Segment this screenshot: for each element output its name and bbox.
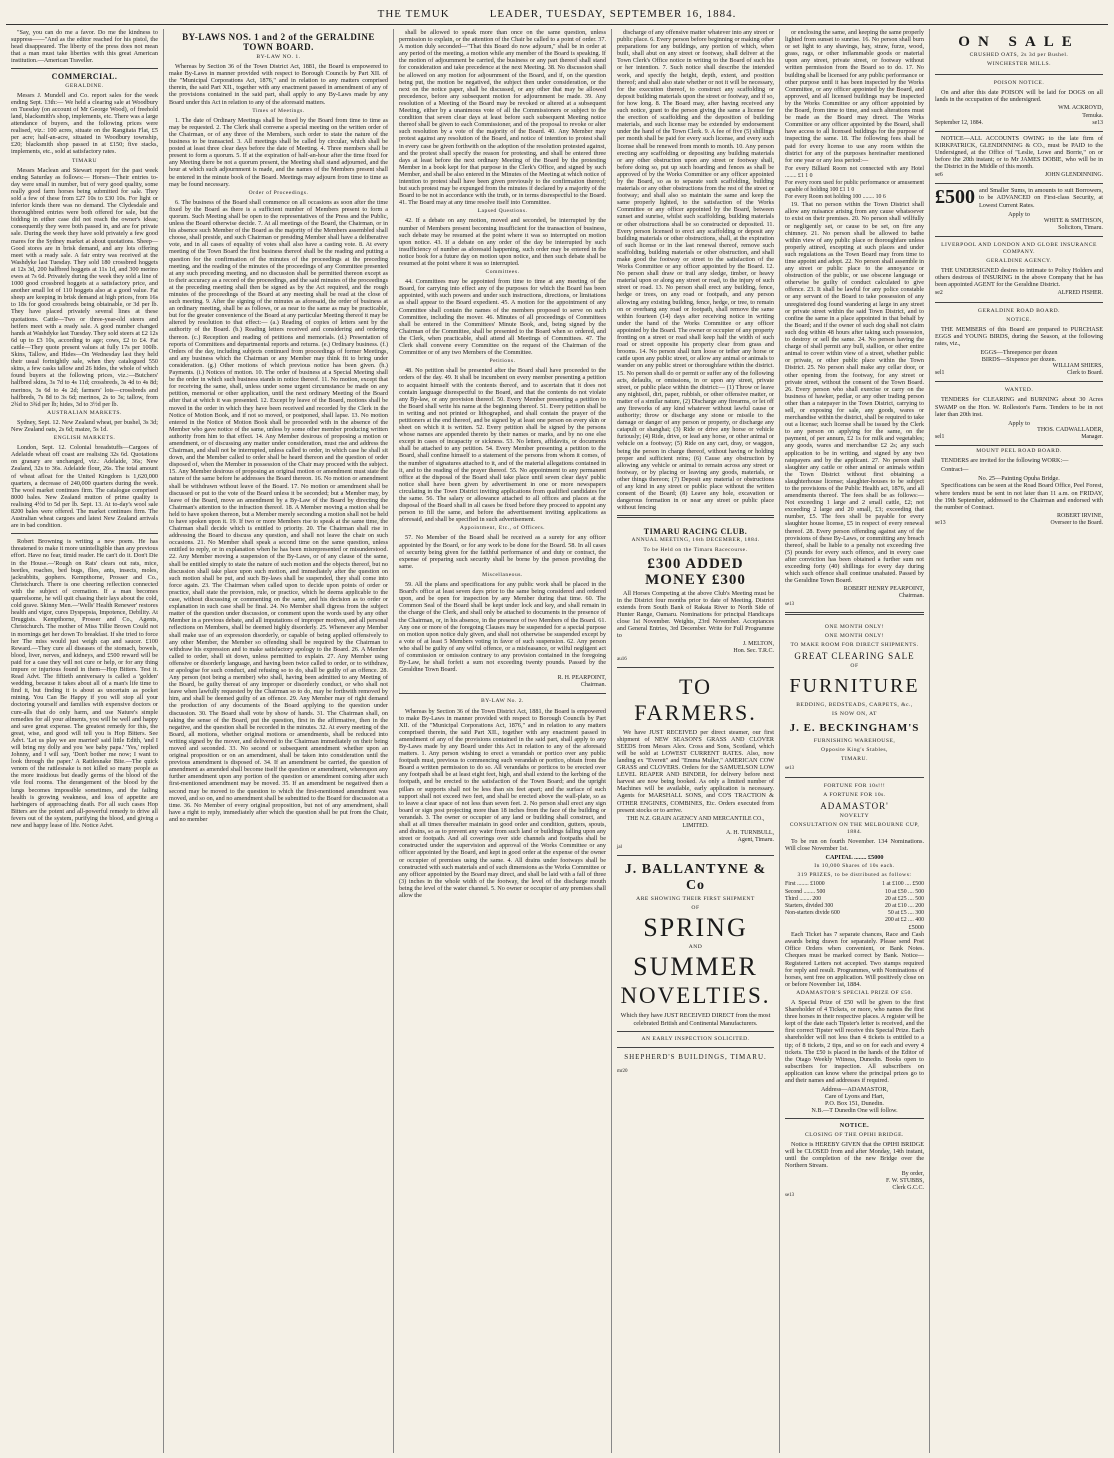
column-2 xyxy=(164,29,394,1453)
prize-row xyxy=(785,903,924,910)
road-board-ad xyxy=(935,303,1103,383)
furniture-code: se13 xyxy=(785,766,795,772)
ballantyne-text: ARE SHOWING THEIR FIRST SHIPMENT xyxy=(636,896,755,903)
wanted-text: TENDERS for CLEARING and BURNING about 30 Acres SWAMP on the Hon. W. Rolleston's Farm. Tenders to be in not later than 20th inst. xyxy=(935,396,1103,418)
lapsed-questions-heading: Lapsed Questions. xyxy=(477,208,528,215)
column-5 xyxy=(780,29,930,1453)
bylaw-2-body-cont-2: or enclosing the same, and keeping the same properly lighted from sunset to sunrise. 16. No person shall burn or set light to any shavings, hay, straw, furze, wood, grass, rags, or other inflammable goods or material upon any street, private street, or footway without written permission from the Board so to do. 17. No building shall be licensed for any public performance or other purpose until it has been inspected by the Works Committee, or any officer appointed by the Board, and approved, and all licensed buildings may be inspected by the Works Committee or any officer appointed by the Board, from time to time, and such alterations must be made as the Board may direct. The Works Committee or any officer appointed by the Board, shall have access to all licensed buildings for the purpose of inspecting the same. 18. The following fees shall be paid for every license to use any room within the district for any of the purposes hereinafter mentioned for one year or any less period:— xyxy=(785,29,924,164)
opihi-text: Notice is HEREBY GIVEN that the OPIHI BRIDGE will be CLOSED from and after Monday, 14th instant, until the completion of the new Bridge over the Northern Stream. xyxy=(785,1140,924,1169)
accounts-text: NOTICE—ALL ACCOUNTS OWING to the late firm of KIRKPATRICK, GLENDINNING & CO., must be PAID to the Undersigned, at the Office of "Leslie, Lowe and Borrie," on or before the 20th instant; or to Mr JAMES DOBIE, who will be in the District in the Middle of this month. xyxy=(935,134,1103,171)
prize-right: 200 at £2 .... 400 xyxy=(885,916,924,923)
ballantyne-ad xyxy=(617,856,774,1075)
furniture-now-on: IS NOW ON, AT xyxy=(832,711,877,718)
adamastor-fortune: FORTUNE FOR 10s!!! xyxy=(823,782,886,789)
road-board-heading: GERALDINE ROAD BOARD. xyxy=(977,307,1061,314)
furniture-beckingham: J. E. BECKINGHAM'S xyxy=(789,722,920,735)
loan-ad xyxy=(935,184,1103,237)
prize-row xyxy=(785,917,924,924)
bylaw-2-signature: ROBERT HENRY PEARPOINT, xyxy=(843,586,924,593)
prize-row xyxy=(785,896,924,903)
bylaw-1-signature-title: Chairman. xyxy=(580,682,606,689)
racing-club-code: au16 xyxy=(617,656,627,662)
loan-amount: £500 xyxy=(935,186,975,209)
petitions-heading: Petitions. xyxy=(489,358,516,365)
order-of-proceedings-heading: Order of Proceedings. xyxy=(248,189,309,196)
bylaw-1-signature: R. H. PEARPOINT, xyxy=(557,675,606,682)
adamastor-address-3: P.O. Box 151, Dunedin. xyxy=(825,1100,884,1108)
mount-peel-contract: Contract— xyxy=(941,466,969,474)
racing-club-sig: J. MELTON, xyxy=(742,641,774,648)
farmers-agent-title: Agent, Timaru. xyxy=(737,837,774,843)
road-board-sig-row xyxy=(935,370,1103,377)
masthead-left: THE TEMUK xyxy=(377,8,450,20)
adamastor-special-head: ADAMASTOR'S SPECIAL PRIZE OF £50. xyxy=(796,989,913,996)
insurance-sig: ALFRED FISHER. xyxy=(1057,290,1103,297)
adamastor-run: To be run on fourth November. 134 Nominations. Will close November 1st. xyxy=(785,838,924,853)
mount-peel-no: No. 25—Painting Opuha Bridge. xyxy=(978,475,1060,483)
insurance-heading: LIVERPOOL AND LONDON AND GLOBE INSURANCE COMPANY. xyxy=(941,241,1097,255)
adamastor-ad xyxy=(785,778,924,1120)
ballantyne-summer: SUMMER xyxy=(633,952,758,982)
furniture-clearing: GREAT CLEARING SALE xyxy=(794,650,915,661)
bylaw-1-body-1: 1. The date of Ordinary Meetings shall be fixed by the Board from time to time as may be requested. 2. The Clerk shall convene a special meeting on the written order of the Chairman, or of any three of the Members, such order to state the nature of the business to be transacted. 3. All meetings shall be called by circular, which shall be posted at least three clear days before the date of Meeting. 4. Three members shall be present to form a quorum. 5. If at the expiration of half-an-hour after the time fixed for any Meeting there be not a quorum present, the Meeting shall stand adjourned, and the hour at which such adjournment is made, and the names of the Members present shall be entered in the minute book of the Board. Meetings may adjourn from time to time as may be found necessary. xyxy=(169,116,388,188)
furniture-room: TO MAKE ROOM FOR DIRECT SHIPMENTS. xyxy=(790,641,919,648)
farmers-company: THE N.Z. GRAIN AGENCY AND MERCANTILE CO., LIMITED. xyxy=(626,815,765,829)
adamastor-special-text: A Special Prize of £50 will be given to the first Shareholder of 4 Tickets, or more, who names the first three horses in their respective places. A register will be kept of the date each Tipster's letter is received, and the first correct Tipster will receive this Special Prize. Each shareholder will not less than 4 tickets is entitled to a tip; of 8 tickets, 2 tips, and so on for each and every 4 tickets. The £50 is placed in the hands of the Editor of the Otago Weekly Witness, Dunedin. Books open to subscribers for inspection. All subscribers on application can know where the principal prizes go to and their names and addresses if required. xyxy=(785,998,924,1084)
bylaw-1-body-6: 48. No petition shall be presented after the Board shall have proceeded to the orders of the day. 49. It shall be incumbent on every member presenting a petition to acquaint himself with the contents thereof, and to ascertain that it does not contain language disrespectful to the Board, and that the contents do not violate any By-law, or any provision thereof. 50. Every Member presenting a petition to the Board shall write his name at the beginning thereof. 51. Every petition shall be in writing and not printed or lithographed, and shall contain the prayer of the petitioners at the end thereof, and be signed by at least one person on every skin or sheet on which it is written. 52. Every petition shall be signed by the persons whose names are appended thereto by their names or marks, and by no one else except in cases of incapacity or sickness. 53. No letters, affidavits, or documents shall be attached to any petition. 54. Every Member presenting a petition to the Board, shall confine himself to a statement of the persons from whom it comes, of the number of signatures attached to it, and of the material allegations contained in it, and to the reading of the prayer thereof. 55. No appointment to any permanent office at the disposal of the Board shall take place until seven clear days' public notice shall have been given by advertisement in one or more newspapers circulating in the Town District inviting applications from qualified candidates for the same. 56. The salary or allowance attached to all offices and places at the disposal of the Board shall in all cases be fixed before they proceed to appoint any person to fill the same, and before the advertisement inviting applications as aforesaid, and shall be specified in such advertisement. xyxy=(399,367,606,524)
wanted-code: sel1 xyxy=(935,433,945,440)
wanted-heading: WANTED. xyxy=(1004,387,1034,394)
mount-peel-sig-title: Overseer to the Board. xyxy=(1050,519,1103,526)
ballantyne-address: SHEPHERD'S BUILDINGS, TIMARU. xyxy=(624,1052,767,1061)
ballantyne-text-2: Which they have JUST RECEIVED DIRECT from the most celebrated British and Continental Manufacturers. xyxy=(620,1012,771,1027)
adamastor-total: £5000 xyxy=(908,924,924,932)
ballantyne-inspection: AN EARLY INSPECTION SOLICITED. xyxy=(641,1035,750,1042)
on-sale-ad xyxy=(935,29,1103,75)
fee-row-3: For every Room not holding 100 ........ 10 6 xyxy=(785,194,886,201)
bylaw-1-intro: Whereas by Section 36 of the Town District Act, 1881, the Board is empowered to make By-Laws in manner provided with respect to Borough Councils by Part XII. of the "Municipal Corporations Act, 1876," and in relation to any matters comprised therein, the said Part XII., together with any enactment passed in amendment of any of the provisions contained in the said part, shall apply to any By-Laws made by any Board under this Act in relation to any of the aforesaid matters. xyxy=(169,63,388,106)
column-6 xyxy=(930,29,1108,1453)
adamastor-capital: CAPITAL ........ £5000 xyxy=(825,854,884,862)
adamastor-prize-table xyxy=(785,881,924,924)
bylaw-2-body: Whereas by Section 36 of the Town District Act, 1881, the Board is empowered to make By-Laws in manner provided with respect to Borough Councils by Part XII. of the "Municipal Corporations Act, 1876," and in relation to any matters comprised therein, the said Part XII., together with any enactment passed in amendment of any of the provisions contained in the said part, shall apply to any By-Laws made by any Board under this Act in relation to any of the aforesaid matters. 1. Any person wishing to erect a verandah or portico over any public footpath must, previous to commencing such verandah or portico, obtain from the Board a written permission to do so. All verandahs or porticos to be erected over any footpath shall be at least eight feet, high, and shall extend to the kerbing of the footpath, and be erected to the satisfaction of the Town Board; and the upright pillars or supports shall not be less than six feet apart; and the surface of such support shall not exceed two feet, and shall be erected above the wall-plate, so as to leave a clear space of not less than seven feet. 2. No person shall erect any sign board or sign post projecting more than 18 inches from the face of the building or verandah. 3. The owner or occupier of any land or building shall construct, and shall at all times thereafter maintain in good order and condition, gutters, spouts, and drains, so as to prevent any water from such land or buildings falling upon any street or footpath. And all coverings over side channels and footpaths shall be constructed under the supervision and approval of the Works Committee or any officer appointed by the Board, and kept in good order at the expense of the owner or occupier of premises using the same. 4. All drains under footways shall be constructed with such materials and of such dimensions as the Works Committee or any officer appointed by the Board may direct, and shall be laid with a fall of three (3) inches in the whole width of the footway, the level of the discharge mouth being the level of the water channel. 5. No owner or occupier of any premises shall allow the xyxy=(399,707,606,899)
wanted-ad xyxy=(935,382,1103,446)
accounts-sig-row xyxy=(935,172,1103,179)
furniture-one-month-2: ONE MONTH ONLY! xyxy=(824,632,885,639)
ballantyne-novelties: NOVELTIES. xyxy=(620,983,771,1009)
road-board-notice: NOTICE. xyxy=(1006,316,1032,323)
geraldine-text: Messrs J. Mundell and Co. report sales for the week ending Sept. 13th:— We held a clearing sale at Woodbury on Tuesday (on account of Mr George Wood), of freehold land, blacksmith's shop, implements, etc. There was a large attendance of buyers, and the following prices were realised, viz.: 100 acres, situate on the Rangitata Flat, £5 per acre; half-an-acre, situated in Woodbury township, £20; blacksmith shop passed in at £150; five stacks, implements, etc., sold at satisfactory rates. xyxy=(11,91,158,156)
racing-club-sig-title: Hon. Sec. T.R.C. xyxy=(733,648,774,655)
ballantyne-of: OF xyxy=(691,905,700,912)
prize-left: First ........ £1000 xyxy=(785,881,825,888)
furniture-heading: FURNITURE xyxy=(789,674,920,697)
opihi-sub: CLOSING OF THE OPIHI BRIDGE. xyxy=(805,1131,904,1138)
poison-notice-ad xyxy=(935,75,1103,132)
on-sale-mills: WINCHESTER MILLS. xyxy=(986,61,1052,68)
fee-row-2: For every room used for public performance or amusement capable of holding 100 £1 1 0 xyxy=(785,179,924,194)
furniture-items: BEDDING, BEDSTEADS, CARPETS, &c., xyxy=(796,701,913,708)
furniture-of: OF xyxy=(850,662,859,669)
mount-peel-heading: MOUNT PEEL ROAD BOARD. xyxy=(976,448,1062,455)
poison-heading: POISON NOTICE. xyxy=(993,80,1045,87)
wanted-sig-title: Manager. xyxy=(1081,433,1103,440)
road-board-text: THE MEMBERS of this Board are prepared to PURCHASE EGGS and YOUNG BIRDS, during the Season, at the following rates, viz., xyxy=(935,325,1103,347)
adamastor-consultation: CONSULTATION ON THE MELBOURNE CUP, 1884. xyxy=(789,821,920,835)
prize-row xyxy=(785,881,924,888)
adamastor-address: Address—ADAMASTOR, xyxy=(820,1086,889,1094)
timaru-text: Messrs Maclean and Stewart report for the past week ending Saturday as follows:— Horses—Their entries to-day were small in number, but of very good quality, some really good farm horses being submitted for sale. They sold a few of these from £27 10s to £30 10s. For light or inferior kinds there was no demand. The Clydesdale and thoroughbred entries were both offered for sale, but the bidding in either case did not reach the owner's ideas; consequently they were both passed in, and are for private sale. During the week they have sold privately a few good mares for the Sydney market at about quotations. Sheep—Good stores are in brisk demand, and any lots offering meet with a ready sale. A fair entry was received at the Washdyke last Tuesday. They sold 180 crossbred hoggets at 12s 3d, 200 halfbred hoggets at 11s 1d, and 300 merino ewes at 7s 6d. Privately during the week they sold a line of 1000 good crossbred hoggets at a satisfactory price, and another small lot of 110 hoggets also at a good value. Fat sheep are keeping in brisk demand at high prices, from 16s to 18s for good crossbreds being obtainable, or 3d per lb. They have placed privately several lines at these quotations. Cattle—Two or three-year-old steers and heifers meet with a ready sale. A good number changed hands at Washdyke last Tuesday. They sold steers at £2 12s 6d up to £3 10s, according to age; cows, £2 to £4. Fat cattle—They quote present values at fully 17s per 100lb. Skins, Tallow, and Hides—On Wednesday last they held their usual fortnightly sale, when they catalogued 550 skins, a few casks tallow and 26 hides, the whole of which found buyers at the following prices, viz.:—Butchers' halfbred skins, 3s 7d to 4s 11d; crossbreds, 3s 4d to 4s 8d; merinos, 3s 6d to 4s 2d; farmers' lots—crossbreds and halfbreds, 7s 8d to 3s 6d; merinos, 2s to 3s; tallow, from 2¾d to 3¾d per lb; hides, 3d to 3½d per lb. xyxy=(11,166,158,408)
racing-club-sub: ANNUAL MEETING, 16th DECEMBER, 1884. xyxy=(631,537,760,544)
insurance-agency: GERALDINE AGENCY. xyxy=(986,258,1052,265)
opihi-notice-heading: NOTICE. xyxy=(839,1122,870,1130)
furniture-one-month: ONE MONTH ONLY! xyxy=(824,623,885,630)
opihi-bridge-ad xyxy=(785,1122,924,1199)
column-3 xyxy=(394,29,612,1453)
bylaw-2-signature-title: Chairman. xyxy=(898,593,924,600)
road-board-sig: WILLIAM SHIERS, xyxy=(1052,363,1103,370)
prize-row xyxy=(785,889,924,896)
bylaw-1-body-2: 6. The business of the Board shall commence on all occasions as soon after the time fixed by the Board as there is a sufficient number of Members present to form a quorum. Such Meeting shall be open to the representatives of the Press and the Public, unless the Board otherwise decide. 7. At all meetings of the Board, the Chairman, or in his absence such Member of the Board as the majority of the Members assembled shall choose, shall preside, and such Chairman or presiding Member shall have a deliberative vote, and in all cases of equality of votes shall also have a casting vote. 8. At every meeting of the Town Board the first business thereof shall be the reading and putting a question for the confirmation of the minutes of the proceedings at the preceding meeting, and the reading of the minutes of the proceedings of any Committee presented at any such preceding meeting, and no discussion shall be permitted thereon except as to their accuracy as a record of the proceedings, and the said minutes of the proceedings at the preceding meeting shall then be signed as by the Act required, and the rough minutes of the proceedings of the Board at any meeting shall be read at the close of such meeting. 9. After the signing of the minutes as aforesaid, the order of business at an ordinary meeting, shall be as follows, or as near to the same as may be practicable, but for the greater convenience of the Board at any particular Meeting thereof it may be altered by resolution to that effect:— (a.) Reading of copies of letters sent by the authority of the Board. (b.) Reading letters received and considering and ordering thereon. (c.) Reception and reading of petitions and memorials. (d.) Presentation of reports of Committees and departmental reports and returns. (e.) Ordinary business. (f.) Orders of the day, including subjects continued from proceedings of former Meetings, and any business which the Chairman or any Member may think fit to bring under consideration. (g.) Other motions of which previous notice has been given. (h.) Payments. (i.) Notices of motion. 10. The order of business at a Special Meeting shall be the order in which such business stands in notice thereof. 11. No motion, except that for receiving the same, shall, unless under some urgent circumstance be made on any petition, memorial or other application, until the next ordinary Meeting of the Board after that at which it was presented. 12. Except by leave of the Board, motions shall be moved in the order in which they have been received and recorded by the Clerk in the Notice of Motion Book, and if not so moved, or postponed, shall lapse. 13. No motion entered in the Notice of Motion Book shall be proceeded with in the absence of the Member who gave notice of the same, unless by some other member producing written authority from him to that effect. 14. Any Member desirous of proposing a motion or amendment, or of discussing any matter under consideration, must rise and address the Chairman, and shall not be interrupted, unless called to order, in which case he shall sit down, and the Member called to order shall be heard thereon and the question of order disposed of, when the Member in possession of the Chair may proceed with the subject. 15. Any Member desirous of proposing an original motion or amendment must state the nature of the same before he addresses the Board thereon. 16. No motion or amendment shall be withdrawn without leave of the Board. 17. No motion or amendment shall be discussed or put to the vote of the Board unless it be seconded; but a Member may, by leave of the Board, move an amendment by a By-Law of the Board by directing the Chairman's attention to the infraction thereof. 18. A Member moving a motion shall be held to have spoken thereon, but a Member merely seconding a motion shall not be held to have spoken upon it. 19. If two or more Members rise to speak at the same time, the Chairman shall decide which is entitled to priority. 20. The Chairman shall rise in addressing the Board to discuss any question, and shall not leave the chair on such occasions. 21. No Member shall speak a second time on the same question, unless entitled to reply, or in explanation when he has been misrepresented or misunderstood. 22. Any Member moving a suspension of the By-Laws, or of any clause of the same, shall be entitled simply to state the nature of such motion and the objects thereof, but no discussion shall take place upon such motion, and immediately after the question on such motion shall be put, and such By-laws shall be suspended, they shall come into force again. 23. The Chairman when called upon to decide upon points of order or practice, shall state the provision, rule, or practice, which he deems applicable to the case, without discussing or commenting on the same, and his decision as to order or explanation in such case shall be final. 24. No Member shall digress from the subject matter of the question under discussion, or comment upon the words used by any other Member in a previous debate, and all imputations of improper motives, and all personal reflections on Members, shall be deemed highly disorderly. 25. Whenever any Member shall make use of an expression disorderly, or capable of being applied offensively to any other Member, the Member so offending shall be required by the Chairman to withdraw his expression and to make satisfactory apology to the Board. 26. A Member called to order, shall sit down, unless permitted to explain. 27. Any Member using offensive or disorderly language, and having been twice called to order, or to withdraw, or apologise for such conduct, and refusing so to do, shall be guilty of an offence. 28. Any person (not being a member) who shall, having been admitted to any Meeting of the Board, be guilty thereat of any improper or disorderly conduct, or who shall not leave when lawfully requested by the Chairman so to do, may be forthwith removed by him, and shall be deemed guilty of an offence. 29. Any Member may of right demand the production of any documents of the Board applying to the question under discussion. 30. The Board shall vote by show of hands. 31. The Chairman shall, on taking the sense of the Board, put the question, first in the affirmative, then in the negative, and the question shall be recorded in the minutes. 32. At every meeting of the Board, all motions, whether original motions or amendments, shall be reduced into writing signed by the mover, and delivered to the Chairman immediately on their being moved and seconded. 33. No second or subsequent amendment whether upon an original proposition or on an amendment, shall be taken into consideration until the previous amendment is disposed of. 34. If an amendment be carried, the question of amendment as amended shall become itself the question or amendment, whereupon any further amendment upon any portion of the question or amendment coming after such first-mentioned amendment may be moved. 35. If an amendment be negatived then a second may be moved to the question to which the first-mentioned amendment was moved, and so on, and no amendment shall be submitted to the Board for discussion at a time. 36. No Member of every original proposition, but not of any amendment, shall have a right to reply, immediately after which the question shall be put from the Chair, and no member xyxy=(169,198,388,823)
bylaws-heading: BY-LAWS NOS. 1 and 2 of the GERALDINE TOWN BOARD. xyxy=(182,32,375,52)
bylaw-1-heading: BY-LAW NO. 1. xyxy=(256,54,301,60)
accounts-code: se6 xyxy=(935,172,943,179)
prize-row xyxy=(785,910,924,917)
mount-peel-ad xyxy=(935,448,1103,527)
farmers-agent: A. H. TURNBULL, xyxy=(725,829,774,836)
australian-markets-heading: AUSTRALIAN MARKETS. xyxy=(47,409,122,416)
racing-club-line: To be Held on the Timaru Racecourse. xyxy=(643,546,748,553)
poison-date: September 12, 1884. xyxy=(935,119,983,126)
insurance-code: se2 xyxy=(935,290,943,297)
english-markets-text: London, Sept. 12. Colonial breadstuffs—Cargoes of Adelaide wheat off coast are realising 32s 6d. Quotations on granary are unchanged, viz.: Adelaide, 36s; New Zealand, 32s to 36s. Adelaide flour, 26s. The total amount of wheat afloat for the United Kingdom is 1,620,000 quarters, a decrease of 240,000 quarters during the week. The wool market continues firm. The catalogue comprised 8000 bales. New Zealand mutton of prime quality is realising 4½d to 5d per lb. Sept. 13. At to-day's wool sale 8200 bales were offered. The market continues firm. The Australian wheat cargoes and latest New Zealand arrivals are in bad condition. xyxy=(11,444,158,530)
adamastor-address-2: Care of Lyons and Hart, xyxy=(824,1093,885,1101)
road-board-sig-title: Clerk to Board. xyxy=(1067,370,1103,377)
prize-left: Starters, divided 300 xyxy=(785,902,834,909)
loan-text: and Smaller Sums, in amounts to suit Borrowers, to be ADVANCED on First-class Security, at Lowest Current Rates. xyxy=(979,187,1103,209)
adamastor-nb: N.B.—T Dunedin One will follow. xyxy=(811,1107,898,1115)
english-markets-heading: ENGLISH MARKETS. xyxy=(53,435,116,442)
opihi-code: se13 xyxy=(785,1193,795,1199)
bylaw-1-body-7: 57. No Member of the Board shall be received as a surety for any officer appointed by the Board, or for any work to be done for the Board. 58. In all cases of security being given for the faithful performance of and duty or contract, the expense of preparing such security shall be borne by the person providing the same. xyxy=(399,534,606,570)
insurance-text: THE UNDERSIGNED desires to intimate to Policy Holders and others desirous of INSURING in the above Company that he has been appointed AGENT for the Geraldine District. xyxy=(935,267,1103,289)
racing-club-money: £300 ADDED MONEY £300 xyxy=(645,555,746,588)
racing-club-text: All Horses Competing at the above Club's Meeting must be in the District four months prior to date of Meeting. District extends from South Bank of Rakaia River to North Side of Hunter Range, Oamaru. Nominations for principal Handicaps close 1st November. Weights, 23rd November. Acceptances and General Entries, 3rd December. Write for Full Programme to xyxy=(617,589,774,640)
ballantyne-and: AND xyxy=(688,944,703,951)
prize-right: 1 at £100 .... £500 xyxy=(882,881,924,888)
bylaw-2-body-cont-3: 19. That no person within the Town District shall allow any nuisance arising from any cause whatsoever to exist on their premises. 20. No person shall willfully or negligently set, or cause to be set, on fire any chimney. 21. No person shall be allowed to bathe within view of any public place or thoroughfare unless properly attired, excepting at such places and under such regulations as the Town Board may from time to time appoint and adopt. 22. No person shall assemble in any street or public place to the annoyance or obstruction of the public, or use obscene language or otherwise be guilty of conduct calculated to give offence. 23. It shall be lawful for any police constable or any servant of the Board to take possession of any unregistered dog found wandering at large in any street or private street within the said Town District, and to confine the same in a place appointed in that behalf by the Board; and if the owner of such dog shall not claim such dog within 48 hours after taking such possession, to destroy or sell the same. 24. No person having the charge of shall permit any bull, stallion, or other entire animal to cover within view of a street, whether public or private, or other public place within the Town District. 25. No person shall make any cellar door, or other opening from the footway, for any street or private street, without the consent of the Town Board. 26. Every person who shall exercise or carry on the business of hawker, pedlar, or any other trading person other than a ratepayer in the Town District, carrying to sell, or exposing for sale, any goods, wares or merchandise within the district, shall be required to take out a license; such license shall be issued by the Clerk to any person on applying for the same, on the payment, of per annum, £2 1s for milk and vegetables; any goods, wares and merchandise £2 2s; any such application to be in writing, and signed by any two ratepayers and by the applicant. 27. No person shall slaughter any cattle or other animal or animals within the Town District without first obtaining a slaughterhouse license; slaughter-houses to be subject to the provisions of the Public Health act, 1876, and all amendments thereof. The fees shall be as follows:—Not exceeding 1 large and 2 small cattle, £2; not exceeding 2 large and 20 small, £3; exceeding that number, £5. The fees shall be payable for every slaughter house license, £5 in respect of every renewal thereof. 28. Every person offending against any of the provisions of these By-Laws, or committing any breach thereof, shall be liable to a penalty not exceeding five (5) pounds for every such offence, and in every case after conviction has been obtained a further sum not exceeding forty (40) shillings for every day during which such offence shall continue unabated. Passed by the Geraldine Town Board. xyxy=(785,201,925,585)
prize-left: Third ........ 200 xyxy=(785,895,822,902)
furniture-timaru: TIMARU. xyxy=(841,756,868,763)
times-of-meetings-heading: Times of Meetings. xyxy=(252,107,305,114)
adamastor-shares: In 10,000 Shares of 10s each. xyxy=(814,863,895,870)
column-4 xyxy=(612,29,780,1453)
australian-markets-text: Sydney, Sept. 12. New Zealand wheat, per bushel, 3s 3d; New Zealand oats, 2s 6d; maize, 5s 1d. xyxy=(11,418,158,433)
prize-right: 10 at £50 .... 500 xyxy=(885,888,924,895)
prize-right: 20 at £10 .... 200 xyxy=(885,902,924,909)
prize-left: Second ........ 500 xyxy=(785,888,826,895)
mount-peel-code: se13 xyxy=(935,519,946,526)
opihi-sig: F. W. STUBBS, xyxy=(885,1178,924,1185)
prize-left: Non-starters divide 600 xyxy=(785,909,840,916)
racing-club-ad xyxy=(617,522,774,667)
farmers-heading: TO FARMERS. xyxy=(634,673,757,725)
ballantyne-heading: J. BALLANTYNE & Co xyxy=(624,862,767,894)
anecdote: "Say, you can do me a favor. Do me the kindness to suppress——"And as the editor reached for his pistol, the head disappeared. The liberty of the press does not mean that a man must take liberties with this great American institution.—American Traveller. xyxy=(11,29,158,65)
poison-sig: WM. ACKROYD, xyxy=(1058,105,1103,112)
bylaw-2-code: se13 xyxy=(785,601,795,607)
wanted-apply: Apply to xyxy=(1008,419,1030,427)
appointment-heading: Appointment, Etc., of Officers. xyxy=(459,525,546,532)
adamastor-name: ADAMASTOR' xyxy=(820,800,889,811)
mount-peel-text-2: Specifications can be seen at the Road Board Office, Peel Forest, where tenders must be sent in not later than 11 a.m. on FRIDAY, the 19th September, addressed to the Chairman and endorsed with the number of Contract. xyxy=(935,482,1103,511)
wanted-sig: THOS. CADWALLADER, xyxy=(1037,426,1103,433)
adamastor-novelty: NOVELTY xyxy=(839,812,870,819)
wanted-sig-row xyxy=(935,434,1103,441)
miscellaneous-heading: Miscellaneous. xyxy=(482,571,523,578)
bylaw-2-body-cont: discharge of any offensive matter whatever into any street or public place. 6. Every person before beginning or making other preparations for any buildings, any portion of which, when built, shall abut on any street or footway, shall deliver at the Town Clerk's Office notice in writing to the Board of such his or her intention. 7. Such notice shall describe the intended work, and specify the height, depth, extent, and position thereof; and shall also state whether or not it will be necessary, for the execution thereof, to construct any scaffolding or deposit building materials upon the street or footway, and if so, for how long. 8. The Board may, after having received any such notice, grant to the person giving the same a license for the erection of scaffolding and the deposition of building materials, and such license may be extended by endorsement under the hand of the Town Clerk. 9. A fee of five (5) shillings per month shall be paid for every such license, and every such license shall be renewed from month to month. 10. Any person erecting any scaffolding or depositing any building materials or any other obstruction upon any street or footway shall, before doing so, put up such hoarding and fences as shall be approved of by the Works Committee or any officer appointed by the Board, so as to separate such scaffolding, building materials or any other obstructions from the rest of the street or footway; and shall also so maintain the same and keep the same properly lighted, to the satisfaction of the Works Committee or any officer appointed by the Board, between sunset and sunrise, whilst such scaffolding, building materials or other obstructions shall be so constructed or deposited. 11. Every person licensed to erect any scaffolding or deposit any building materials or other obstructions, shall, at the expiration of such license or in the last renewal thereof, remove such scaffolding, building materials or other obstruction, and shall make good the footway or street to the satisfaction of the Works Committee or any officer appointed by the Board. 12. No person shall draw or trail any sledge, timber, or heavy material upon or along any street or road, to the injury of such street or road. 13. No person shall erect any building, fence, hedge or trees, on any road or footpath, and any person allowing any existing building, fence, hedge, or tree, to remain on or overhang any road or footpath, shall remove the same within fourteen (14) days after receiving notice in writing under the hand of the Works Committee or any officer appointed by the Board. The owner or occupier of any property fronting on a street or road shall keep half the width of such road or street opposite his property clear from grass and brooms. 14. No person shall turn loose or tether any horse or cattle upon any public street, or allow any animal or animals to wander on any public street or thoroughfare within the district. 15. No person shall do or permit or suffer any of the following acts, defaults, or omissions, in or upon any street, private street, or public place within the district:— (1) Throw or leave any nightsoil, dirt, paper, rubbish, or other offensive matter, or matter of a similar nature, (2) Discharge any firearms, or let off any fireworks of any kind whatever without lawful cause or authority; throw or discharge any stone or missile to the damage or danger of any person or property, or discharge any catapult or shanghai; (3) Ride or drive any horse or vehicle furiously; (4) Ride, drive, or lead any horse, or other animal or vehicle on a footway; (5) Ride on any cart, dray, or waggon, being the person in charge thereof, without having or holding proper and sufficient reins; (6) Cause any obstruction by allowing any vehicle or animal to remain across any street or footway, or by placing or leaving any goods, materials, or other things thereon; (7) Deposit any material or obstructions of any kind in any street or public place without the written consent of the Board; (8) Leave any hole, excavation or dangerous formation in or near any street or public place without fencing xyxy=(617,29,774,512)
opihi-sig-title: Clerk G.C.C. xyxy=(892,1185,924,1192)
bylaw-1-body-3: shall be allowed to speak more than once on the same question, unless permission to explain, or the attention of the Chair be called to a point of order. 37. A motion duly seconded—"That this Board do now adjourn," shall be in order at any period of the meeting, a motion while any member of the Board is speaking. If the motion of adjournment be carried, the business or any part thereof shall stand for consideration and take precedence at the next Meeting. 38. No discussion shall be allowed on any motion for adjournment of the Board, and if, on the question being put, the motion be negatived, the subject then under consideration, or the next on the notice paper, shall be discussed, or any other that may be allowed precedence, before any subsequent motion for adjournment be made. 39. Any resolution of a Meeting of the Board may be revoked or altered at a subsequent Meeting, either by a unanimous vote of all the Commissioners or subject to the condition that seven clear days at least before such subsequent Meeting notice thereof shall be given to each Commissioner, and of the proposal to revoke or alter such resolution by a vote of the majority of the Board. 40. Any Member may protest against any resolution of the Board, and notice of intention to protest shall in every case be given forthwith on the adoption of the resolution protested against, and the protest shall specify the reason for protesting, and shall be entered three days at least before the next ordinary Meeting of the Board by the protesting Member in a book kept for that purpose in the Clerk's Office, and signed by such Member, and shall be also entered in the Minutes of the Meeting at which notice of intention to protest shall have been given previously to the confirmation thereof; but such protest may be expunged from the minutes if declared by a majority of the Board to be not in accordance with the truth, or in terms disrespectful to the Board. 41. The Board may at any time resolve itself into Committee. xyxy=(399,29,606,207)
bylaw-1-body-8: 59. All the plans and specifications for any public work shall be placed in the Board's office at least seven days prior to the same being considered and ordered upon, and be open for inspection by any Member during that time. 60. The Common Seal of the Board shall be kept under lock and key, and shall remain in the charge of the Clerk, and shall only be attached to documents in the presence of the Chairman, or, in his absence, in the presence of two Members of the Board. 61. Any one or more of the foregoing Clauses may be suspended for a special purpose on motion upon notice duly given, and shall not otherwise be suspended except by a vote of at least 5 Members voting in favor of such suspension. 62. Any person who shall be guilty of any wilful offence, or a misfeasance, or wilful negligent act of commission or omission contrary to any provision contained in the foregoing By-Law, he shall forfeit a sum not exceeding twenty pounds. Passed by the Geraldine Town Board. xyxy=(399,581,606,674)
poison-place: Temuka. xyxy=(1082,112,1103,119)
bylaw-2-heading: BY-LAW No. 2. xyxy=(481,698,524,705)
commercial-heading: COMMERCIAL. xyxy=(51,72,118,82)
miscellany-text: Robert Browning is writing a new poem. He has threatened to make it more unintelligible than any previous effort. Have no fear, timid reader. He can't do it. Don't Die in the House.—'Rough on Rats' clears out rats, mice, beetles, roaches, bed bugs, flies, ants, insects, moles, jackrabbits, gophers. Kempthorne, Prosser and Co., Christchurch. There is one cheering reflection connected with the subject of cremation. If a man becomes quarrelsome, he will quit chasing their lays about the cold, cold grave. Skinny Men.—'Wells' Health Renewer' restores health and vigor, cures Dyspepsia, Impotence, Debility. At Druggists. Kempthorne, Prosser and Co., Agents, Christchurch. The mother of Miss Tillie Brown Could not in mornings get her down To breakfast. If she tried to force her The miss would just weigh cap and saucer. £100 Reward.—They cure all diseases of the stomach, bowels, blood, liver, nerves, and kidneys, and £500 reward will be paid for a case they will not cure or help, or for any thing impure or injurious found in them—Hop Bitters. Test it. Read Advt. The fiftieth anniversary is called a 'golden' wedding, because it takes about all of a man's life time to find it, but finding it is about as uncertain as pocket mining. You Can Be Happy if you will stop all your doctoring yourself and families with expensive doctors or cure-alls that do only harm, and use Nature's simple remedies for all your ailments, you will be well and happy and save great expense. The greatest remedy for this, the great, wise, and good will tell you is Hop Bitters. See Advt. 'Let us play we are married' said little Edith, 'and I will bring my dolly and you 'see baby papa.' 'Yes,' replied Johnny, and I will say, 'Don't bother me now; I want to look through the paper.' A Rattlesnake Bite.—The quick venom of the rattlesnake is not killed so many people as the more insidious but deadly germs of the blood of the vile foul rooms. The derangement of the blood by the lungs becomes impossible sometimes, and the failing health is growing weakness, and loss of appetite are harbingers of approaching death. For all such cases Hop Bitters are the potent and all-powerful remedy to drive all fevers out of the system, purifying the blood, and giving a new and happy lease of life. Notice Advt. xyxy=(11,538,158,830)
insurance-sig-row xyxy=(935,290,1103,297)
loan-apply: Apply to xyxy=(1008,210,1030,218)
ballantyne-code: mr20 xyxy=(617,1068,628,1074)
adamastor-prizes-head: 319 PRIZES, to be distributed as follows: xyxy=(797,872,912,879)
farmers-ad xyxy=(617,668,774,857)
bylaw-1-body-5: 44. Committees may be appointed from time to time at any meeting of the Board, for carrying into effect any of the purposes for which the Board has been appointed, with such powers and under such instructions, directions, or limitations as shall appear to the Board expedient. 45. A motion for the appointment of any Committee shall contain the names of the members proposed to serve on such Committee, including the mover. 46. Minutes of all proceedings of Committees shall be entered in the Committees' Minute Book, and, being signed by the Chairman of the Committee, shall be presented to the Board when so ordered, and the Clerk, when practicable, shall attend all Meetings of Committees. 47. The Clerk shall convene every Committee on the request of the Chairman of the Committee or of any two Members of the Committee. xyxy=(399,278,606,357)
poison-date-row xyxy=(935,120,1103,127)
road-board-eggs: EGGS—Threepence per dozen xyxy=(980,349,1058,356)
farmers-text: We have JUST RECEIVED per direct steamer, our first shipment of NEW SEASON'S GRASS AND CLOVER SEEDS from Messrs Alex. Cross and Sons, Scotland, which will be sold at LOWEST CURRENT RATES. Also, now landing ex "Everett" and "Emma Muller," AMERICAN COW GRASS and CLOVERS. Orders for the SAMUELSON LOW LEVEL REAPER AND BINDER, for delivery before next harvest are now being booked. As only a limited number of Machines will be available, early application is necessary. Agents for MARSHALL SONS, and CO'S TRACTION & OTHER ENGINES, COMBINES, Etc. Orders executed from present stocks or to arrive. xyxy=(617,728,774,814)
ballantyne-spring: SPRING xyxy=(643,913,748,943)
furniture-warehouse: FURNISHING WAREHOUSE, xyxy=(813,738,896,745)
on-sale-heading: ON SALE xyxy=(958,34,1080,50)
bylaw-1-body-4: 42. If a debate on any motion, moved and seconded, be interrupted by the number of Members present becoming insufficient for the transaction of business, such debate may be resumed at the point where it was so interrupted on motion upon notice. 43. If a debate on any order of the day be interrupted by such insufficiency of number as aforesaid happening, such order may be entered in the notice book for a future day on motion upon notice, and then such debate shall be resumed at the point where it was so interrupted. xyxy=(399,217,606,267)
geraldine-heading: GERALDINE. xyxy=(65,82,104,89)
prize-right: 50 at £5 .... 300 xyxy=(887,909,924,916)
adamastor-fortune-2: A FORTUNE FOR 10s. xyxy=(823,791,886,798)
loan-sig: WHITE & SMITHSON, xyxy=(1043,217,1103,224)
on-sale-text: CRUSHED OATS, 2s 3d per Bushel. xyxy=(969,52,1069,58)
poison-text: On and after this date POISON will be laid for DOGS on all lands in the occupation of the undersigned. xyxy=(935,89,1103,104)
masthead xyxy=(6,4,1108,25)
timaru-heading: TIMARU xyxy=(71,157,98,164)
racing-club-heading: TIMARU RACING CLUB. xyxy=(643,527,748,537)
committees-heading: Committees. xyxy=(485,269,520,276)
masthead-title: LEADER, TUESDAY, SEPTEMBER 16, 1884. xyxy=(489,8,737,20)
poison-code: se13 xyxy=(1092,119,1103,126)
road-board-birds: BIRDS—Sixpence per dozen. xyxy=(981,356,1057,364)
mount-peel-sig-row xyxy=(935,520,1103,527)
furniture-opposite: Opposite King's Stables, xyxy=(821,747,888,754)
insurance-ad xyxy=(935,237,1103,303)
farmers-code: jal xyxy=(617,845,622,851)
prize-right: 20 at £25 .... 500 xyxy=(885,895,924,902)
furniture-ad xyxy=(785,619,924,778)
adamastor-text: Each Ticket has 7 separate chances, Race and Cash awards being drawn for separately. Please send Post Office Orders when convenient, or Bank Notes. Cheques must be marked correct by Bank. Notice—Registered Letters not accepted. Two stamps required for reply and result. Programmes, with Nominations of horses, sent free on application. Will positively close on or before November 1st, 1884. xyxy=(785,931,924,988)
fee-row-1: For every Billiard Room not connected with any Hotel ........ £1 1 0 xyxy=(785,165,924,179)
accounts-sig: JOHN GLENDINNING. xyxy=(1045,172,1103,179)
opihi-by-order: By order, xyxy=(901,1171,924,1178)
loan-sig-title: Solicitors, Timaru. xyxy=(1058,224,1103,231)
accounts-notice-ad xyxy=(935,132,1103,185)
mount-peel-text: TENDERS are invited for the following WORK:— xyxy=(941,457,1069,465)
column-1 xyxy=(6,29,164,1453)
road-board-code: sel1 xyxy=(935,370,945,377)
mount-peel-sig: ROBERT IRVINE, xyxy=(1056,512,1103,519)
